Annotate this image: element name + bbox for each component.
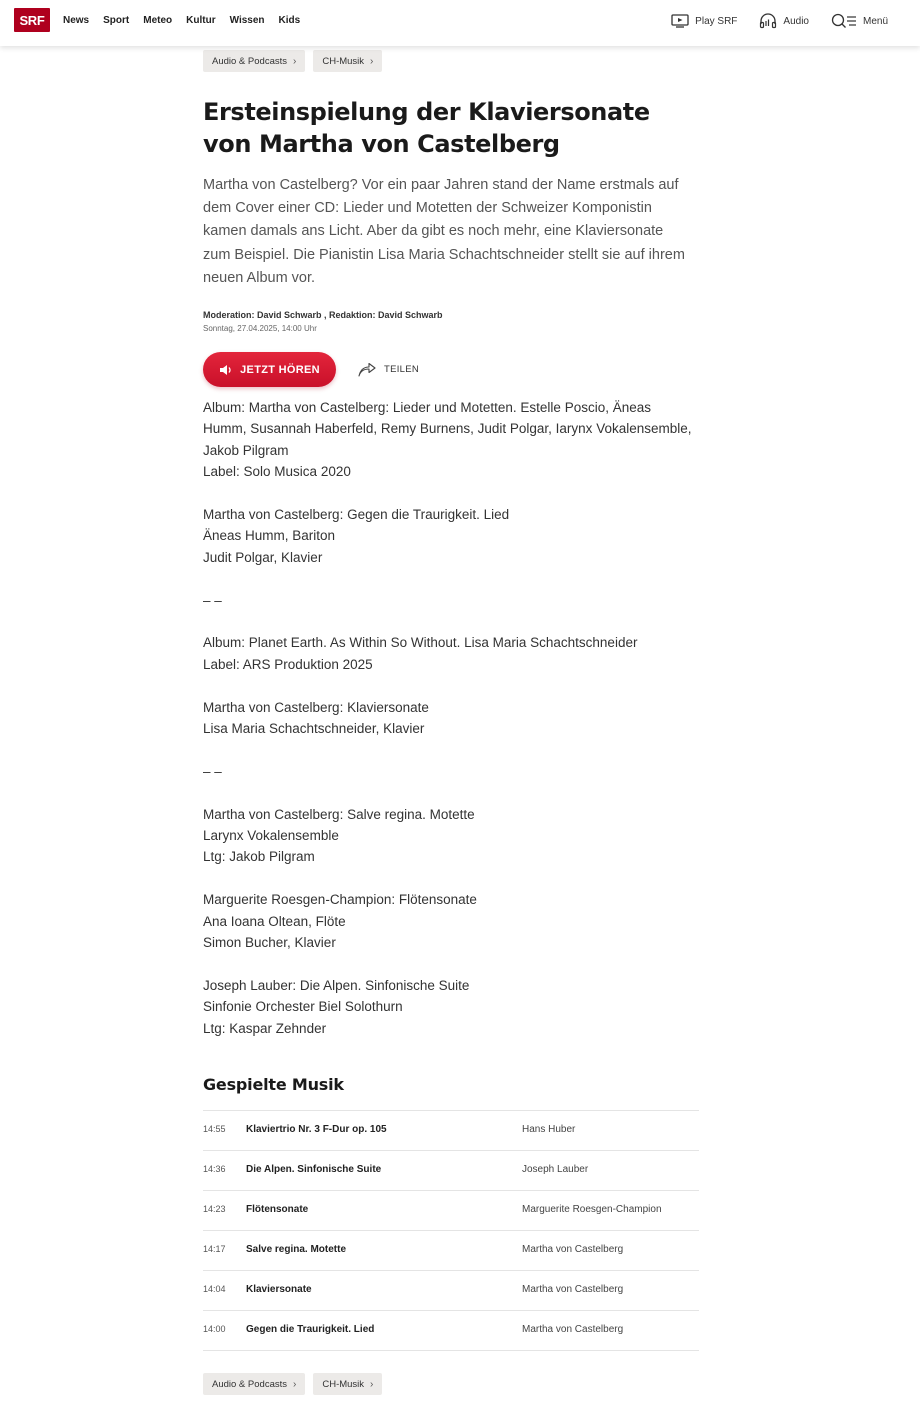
breadcrumb-bottom — [203, 1373, 382, 1395]
playlist — [203, 1110, 699, 1351]
playlist-row — [203, 1311, 699, 1351]
top-navigation-bar — [0, 0, 920, 46]
breadcrumb-label: Audio & Podcasts — [212, 1378, 287, 1390]
track-artist: Hans Huber — [522, 1124, 576, 1135]
menu-label: Menü — [862, 15, 888, 27]
chevron-right-icon: › — [293, 55, 297, 67]
breadcrumb-label: CH-Musik — [322, 55, 365, 67]
nav-news[interactable]: News — [63, 15, 90, 26]
srf-logo[interactable]: SRF — [14, 8, 50, 32]
listen-now-label: JETZT HÖREN — [240, 363, 320, 376]
track-artist: Marguerite Roesgen-Champion — [522, 1204, 662, 1215]
track-title: Klaviersonate — [246, 1284, 312, 1295]
headphones-icon — [759, 13, 777, 29]
breadcrumb — [203, 50, 382, 72]
track-artist: Joseph Lauber — [522, 1164, 589, 1175]
breadcrumb-ch-musik[interactable] — [313, 50, 382, 72]
share-icon — [358, 363, 376, 377]
body-paragraph: Martha von Castelberg: Gegen die Traurigkeit. Lied Äneas Humm, Bariton Judit Polgar, Klavier — [203, 507, 510, 565]
share-button[interactable] — [358, 363, 419, 377]
body-paragraph: Martha von Castelberg: Klaviersonate Lisa Maria Schachtschneider, Klavier — [203, 699, 429, 737]
article-actions — [203, 352, 419, 387]
article-date: Sonntag, 27.04.2025, 14:00 Uhr — [203, 324, 317, 333]
nav-wissen[interactable]: Wissen — [229, 15, 265, 26]
playlist-row — [203, 1231, 699, 1271]
body-paragraph: Album: Planet Earth. As Within So Without. Lisa Maria Schachtschneider Label: ARS Produktion 2025 — [203, 635, 638, 672]
track-artist: Martha von Castelberg — [522, 1244, 624, 1255]
track-artist: Martha von Castelberg — [522, 1324, 624, 1335]
body-paragraph: – – — [203, 763, 222, 779]
chevron-right-icon: › — [370, 55, 374, 67]
playlist-row — [203, 1151, 699, 1191]
track-time: 14:36 — [203, 1164, 226, 1174]
listen-now-button[interactable] — [203, 352, 336, 387]
track-time: 14:04 — [203, 1284, 226, 1294]
play-srf-button[interactable] — [671, 12, 737, 30]
share-label: TEILEN — [384, 364, 420, 375]
right-nav — [649, 12, 888, 30]
main-nav — [63, 14, 314, 28]
chevron-right-icon: › — [293, 1378, 297, 1390]
playlist-row — [203, 1111, 699, 1151]
play-srf-label: Play SRF — [695, 15, 738, 27]
breadcrumb-audio-podcasts[interactable] — [203, 1373, 305, 1395]
track-time: 14:23 — [203, 1204, 226, 1214]
search-menu-icon — [831, 13, 857, 29]
nav-kids[interactable]: Kids — [278, 15, 301, 26]
track-time: 14:17 — [203, 1244, 226, 1254]
nav-sport[interactable]: Sport — [103, 15, 130, 26]
track-artist: Martha von Castelberg — [522, 1284, 624, 1295]
track-title: Gegen die Traurigkeit. Lied — [246, 1324, 375, 1335]
audio-button[interactable] — [759, 12, 809, 30]
menu-button[interactable] — [831, 12, 888, 30]
article-meta — [203, 309, 443, 335]
body-paragraph: Marguerite Roesgen-Champion: Flötensonate Ana Ioana Oltean, Flöte Simon Bucher, Klavier — [203, 892, 477, 951]
breadcrumb-label: CH-Musik — [322, 1378, 365, 1390]
breadcrumb-audio-podcasts[interactable] — [203, 50, 305, 72]
chevron-right-icon: › — [370, 1378, 374, 1390]
nav-kultur[interactable]: Kultur — [186, 15, 216, 26]
article-lead: Martha von Castelberg? Vor ein paar Jahren stand der Name erstmals auf dem Cover einer CD: Lieder und Motetten der Schweizer Komponistin kamen damals ans Licht. Aber da gibt es noch mehr, eine Klaviersonate zum Beispiel. Die Pianistin Lisa Maria Schachtschneider stellt sie auf ihrem neuen Album vor. — [203, 177, 685, 286]
body-paragraph: Joseph Lauber: Die Alpen. Sinfonische Suite Sinfonie Orchester Biel Solothurn Ltg: Kaspar Zehnder — [203, 977, 470, 1036]
body-paragraph: – – — [203, 592, 222, 608]
body-paragraph: Album: Martha von Castelberg: Lieder und Motetten. Estelle Poscio, Äneas Humm, Susannah Haberfeld, Remy Burnens, Judit Polgar, Iarynx Vokalensemble, Jakob Pilgram Label: Solo Musica 2020 — [203, 400, 692, 480]
page-title: Ersteinspielung der Klaviersonate von Martha von Castelberg — [203, 98, 650, 158]
playlist-row — [203, 1191, 699, 1231]
track-title: Klaviertrio Nr. 3 F-Dur op. 105 — [246, 1124, 387, 1135]
track-title: Die Alpen. Sinfonische Suite — [246, 1164, 382, 1175]
breadcrumb-ch-musik[interactable] — [313, 1373, 382, 1395]
audio-label: Audio — [783, 15, 809, 27]
track-title: Flötensonate — [246, 1204, 309, 1215]
breadcrumb-label: Audio & Podcasts — [212, 55, 287, 67]
speaker-icon — [219, 364, 233, 376]
play-screen-icon — [671, 14, 689, 28]
track-title: Salve regina. Motette — [246, 1244, 347, 1255]
track-time: 14:00 — [203, 1324, 226, 1334]
track-time: 14:55 — [203, 1124, 226, 1134]
nav-meteo[interactable]: Meteo — [143, 15, 173, 26]
article-body — [203, 397, 693, 1060]
playlist-row — [203, 1271, 699, 1311]
body-paragraph: Martha von Castelberg: Salve regina. Motette Larynx Vokalensemble Ltg: Jakob Pilgram — [203, 806, 475, 865]
playlist-title: Gespielte Musik — [203, 1075, 344, 1094]
article-credits: Moderation: David Schwarb , Redaktion: David Schwarb — [203, 310, 443, 320]
